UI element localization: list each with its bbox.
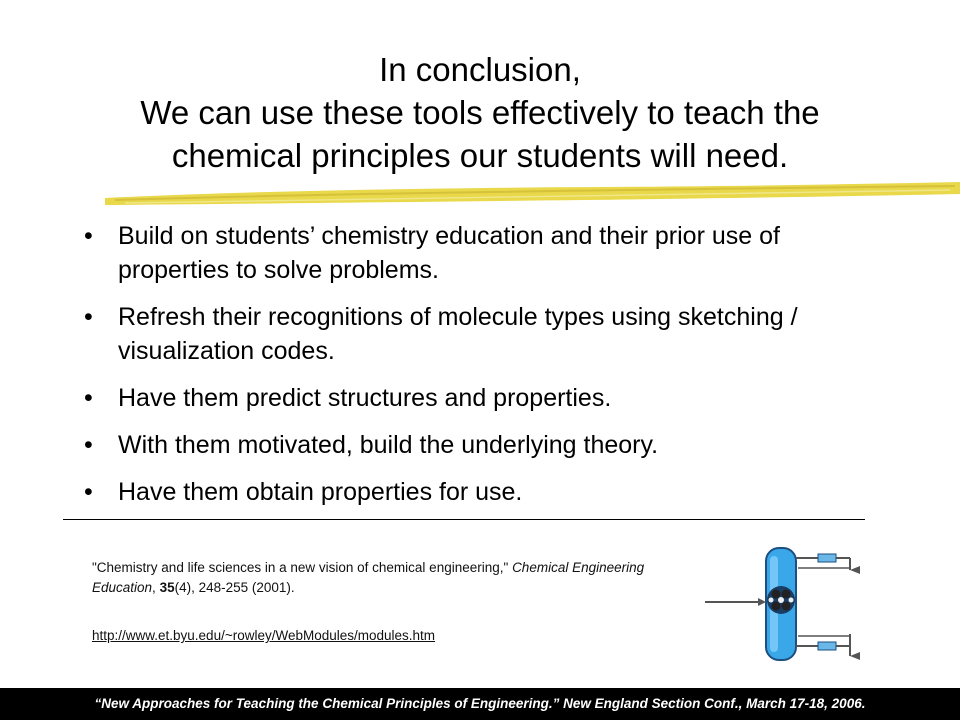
distillation-column-icon [700,538,880,666]
title-line-3: chemical principles our students will need. [171,137,789,174]
title-line-2: We can use these tools effectively to teach the [140,94,820,131]
reference-citation: "Chemistry and life sciences in a new vision of chemical engineering," Chemical Engineering Education, 35(4), 248-255 (2001). [92,560,645,595]
bullet-text: Refresh their recognitions of molecule types using sketching / visualization codes. [118,303,798,365]
bullet-text: Have them obtain properties for use. [118,478,523,506]
bullet-dot: • [84,431,93,459]
divider-line [63,519,865,520]
footer-bar [0,688,960,720]
bullet-item [80,475,880,509]
slide-title [40,48,920,177]
bullet-list [80,219,880,522]
reference-title: "Chemistry and life sciences in a new vision of chemical engineering," [92,560,509,575]
bullet-item [80,219,880,287]
reference-journal: Chemical Engineering Education [92,560,645,595]
footer-text: “New Approaches for Teaching the Chemical Principles of Engineering.” New England Section Conf., March 17-18, 2006. [94,696,866,711]
bullet-item [80,428,880,462]
bullet-text: With them motivated, build the underlying theory. [118,431,659,459]
bullet-text: Have them predict structures and properties. [118,384,612,412]
bullet-dot: • [84,384,93,412]
bullet-item [80,381,880,415]
title-highlight-stroke [105,178,960,212]
bullet-dot: • [84,478,93,506]
bullet-dot: • [84,303,93,331]
bullet-item [80,300,880,368]
bullet-dot: • [84,222,93,250]
reference-url-link[interactable]: http://www.et.byu.edu/~rowley/WebModules/modules.htm [92,628,436,643]
reference-issue: (4), 248-255 (2001). [174,580,295,595]
title-line-1: In conclusion, [379,51,581,88]
bullet-text: Build on students’ chemistry education and their prior use of properties to solve problems. [118,222,780,284]
molecule-icon [767,586,795,614]
reference-volume: 35 [159,580,175,595]
